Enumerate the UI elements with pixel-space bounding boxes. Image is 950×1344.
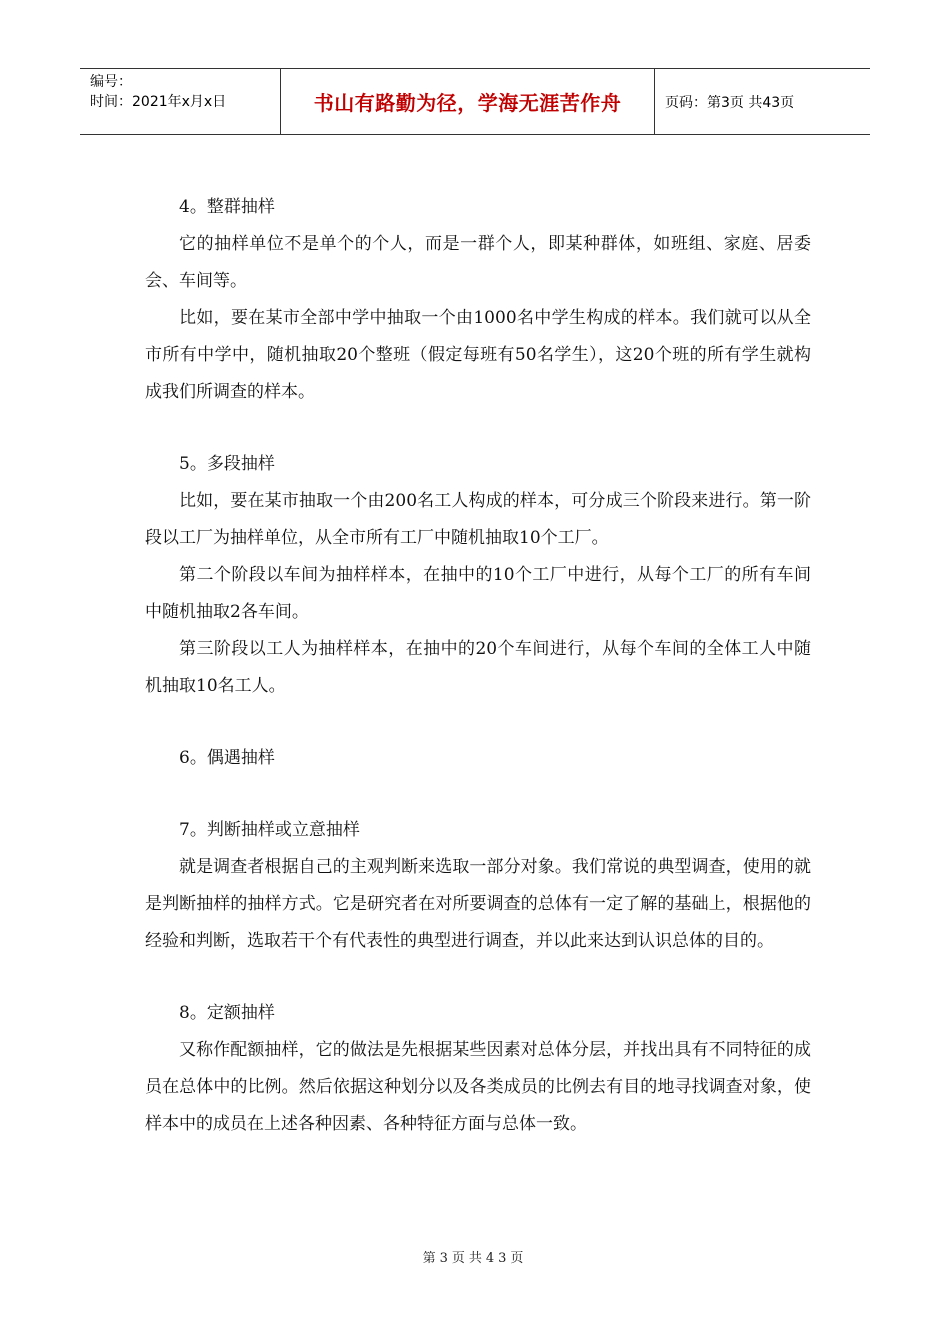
section-heading-accidental-sampling: 6。偶遇抽样 [179, 748, 275, 768]
page-header [80, 68, 870, 135]
paragraph: 就是调查者根据自己的主观判断来选取一部分对象。我们常说的典型调查，使用的就是判断抽样的抽样方式。它是研究者在对所要调查的总体有一定了解的基础上，根据他的经验和判断，选取若干个有代表性的典型进行调查，并以此来达到认识总体的目的。 [145, 857, 811, 951]
section-heading-multistage-sampling: 5。多段抽样 [179, 454, 275, 474]
paragraph: 第二个阶段以车间为抽样样本，在抽中的10个工厂中进行，从每个工厂的所有车间中随机抽取2各车间。 [145, 565, 811, 622]
paragraph: 比如，要在某市全部中学中抽取一个由1000名中学生构成的样本。我们就可以从全市所有中学中，随机抽取20个整班（假定每班有50名学生），这20个班的所有学生就构成我们所调查的样本。 [145, 308, 811, 402]
document-date-label: 时间：2021年x月x日 [90, 94, 227, 110]
section-heading-quota-sampling: 8。定额抽样 [179, 1003, 275, 1023]
header-page-info: 页码：第3页 共43页 [665, 94, 795, 111]
paragraph: 它的抽样单位不是单个的个人，而是一群个人，即某种群体，如班组、家庭、居委会、车间等。 [145, 234, 811, 291]
section-heading-judgment-sampling: 7。判断抽样或立意抽样 [179, 820, 360, 840]
paragraph: 又称作配额抽样，它的做法是先根据某些因素对总体分层，并找出具有不同特征的成员在总体中的比例。然后依据这种划分以及各类成员的比例去有目的地寻找调查对象，使样本中的成员在上述各种因素、各种特征方面与总体一致。 [145, 1040, 811, 1134]
header-meta [80, 69, 281, 134]
paragraph: 比如，要在某市抽取一个由200名工人构成的样本，可分成三个阶段来进行。第一阶段以工厂为抽样单位，从全市所有工厂中随机抽取10个工厂。 [145, 491, 811, 548]
paragraph: 第三阶段以工人为抽样样本，在抽中的20个车间进行，从每个车间的全体工人中随机抽取10名工人。 [145, 639, 811, 696]
section-heading-cluster-sampling: 4。整群抽样 [179, 197, 275, 217]
header-motto: 书山有路勤为径，学海无涯苦作舟 [281, 69, 655, 134]
page-footer: 第3页共43页 [422, 1251, 528, 1266]
document-number-label: 编号： [90, 74, 132, 90]
document-body [145, 189, 811, 1143]
